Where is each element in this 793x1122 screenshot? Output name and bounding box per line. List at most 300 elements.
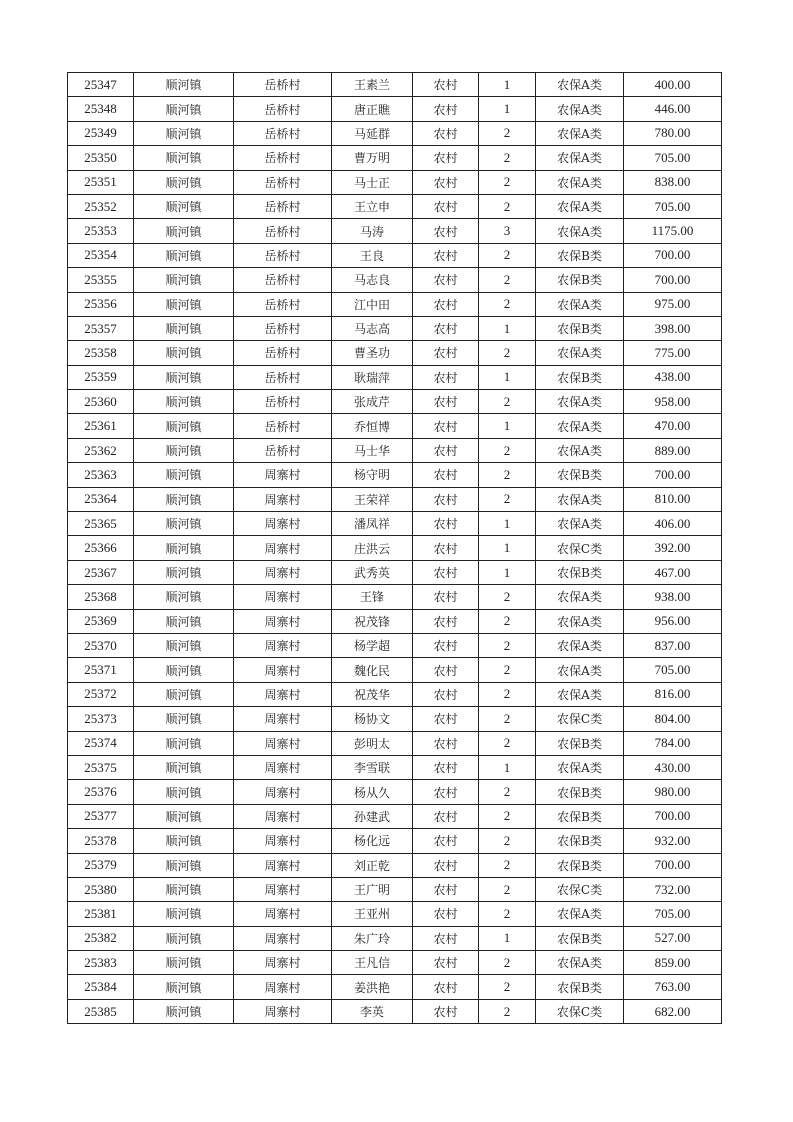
township-cell: 顺河镇 xyxy=(134,438,234,462)
village-cell: 岳桥村 xyxy=(234,365,332,389)
serial-number-cell: 25353 xyxy=(68,219,134,243)
serial-number-cell: 25361 xyxy=(68,414,134,438)
area-type-cell: 农村 xyxy=(413,609,479,633)
household-size-cell: 2 xyxy=(479,292,536,316)
township-cell: 顺河镇 xyxy=(134,341,234,365)
household-size-cell: 2 xyxy=(479,780,536,804)
household-size-cell: 1 xyxy=(479,73,536,97)
amount-cell: 938.00 xyxy=(624,585,722,609)
amount-cell: 682.00 xyxy=(624,999,722,1023)
table-row xyxy=(68,243,722,267)
insurance-category-cell: 农保A类 xyxy=(536,341,624,365)
amount-cell: 705.00 xyxy=(624,658,722,682)
village-cell: 周寨村 xyxy=(234,463,332,487)
area-type-cell: 农村 xyxy=(413,658,479,682)
amount-cell: 980.00 xyxy=(624,780,722,804)
insurance-category-cell: 农保B类 xyxy=(536,926,624,950)
township-cell: 顺河镇 xyxy=(134,707,234,731)
insurance-category-cell: 农保B类 xyxy=(536,804,624,828)
serial-number-cell: 25381 xyxy=(68,902,134,926)
township-cell: 顺河镇 xyxy=(134,73,234,97)
area-type-cell: 农村 xyxy=(413,146,479,170)
area-type-cell: 农村 xyxy=(413,731,479,755)
serial-number-cell: 25349 xyxy=(68,121,134,145)
area-type-cell: 农村 xyxy=(413,487,479,511)
table-row xyxy=(68,365,722,389)
table-row xyxy=(68,926,722,950)
household-size-cell: 2 xyxy=(479,853,536,877)
village-cell: 周寨村 xyxy=(234,536,332,560)
township-cell: 顺河镇 xyxy=(134,829,234,853)
name-cell: 孙建武 xyxy=(332,804,413,828)
serial-number-cell: 25372 xyxy=(68,682,134,706)
village-cell: 周寨村 xyxy=(234,804,332,828)
amount-cell: 430.00 xyxy=(624,755,722,779)
area-type-cell: 农村 xyxy=(413,97,479,121)
area-type-cell: 农村 xyxy=(413,560,479,584)
serial-number-cell: 25368 xyxy=(68,585,134,609)
table-row xyxy=(68,609,722,633)
village-cell: 周寨村 xyxy=(234,731,332,755)
township-cell: 顺河镇 xyxy=(134,219,234,243)
area-type-cell: 农村 xyxy=(413,682,479,706)
village-cell: 周寨村 xyxy=(234,902,332,926)
table-row xyxy=(68,707,722,731)
amount-cell: 975.00 xyxy=(624,292,722,316)
village-cell: 周寨村 xyxy=(234,877,332,901)
table-row xyxy=(68,146,722,170)
amount-cell: 446.00 xyxy=(624,97,722,121)
name-cell: 李英 xyxy=(332,999,413,1023)
household-size-cell: 2 xyxy=(479,585,536,609)
amount-cell: 859.00 xyxy=(624,951,722,975)
serial-number-cell: 25382 xyxy=(68,926,134,950)
insurance-category-cell: 农保A类 xyxy=(536,755,624,779)
insurance-category-cell: 农保A类 xyxy=(536,682,624,706)
village-cell: 周寨村 xyxy=(234,926,332,950)
table-row xyxy=(68,658,722,682)
village-cell: 周寨村 xyxy=(234,999,332,1023)
household-size-cell: 2 xyxy=(479,877,536,901)
name-cell: 马涛 xyxy=(332,219,413,243)
name-cell: 李雪联 xyxy=(332,755,413,779)
amount-cell: 527.00 xyxy=(624,926,722,950)
table-row xyxy=(68,536,722,560)
amount-cell: 775.00 xyxy=(624,341,722,365)
township-cell: 顺河镇 xyxy=(134,512,234,536)
serial-number-cell: 25358 xyxy=(68,341,134,365)
area-type-cell: 农村 xyxy=(413,341,479,365)
insurance-category-cell: 农保A类 xyxy=(536,194,624,218)
insurance-category-cell: 农保B类 xyxy=(536,853,624,877)
township-cell: 顺河镇 xyxy=(134,877,234,901)
table-row xyxy=(68,73,722,97)
serial-number-cell: 25370 xyxy=(68,633,134,657)
serial-number-cell: 25384 xyxy=(68,975,134,999)
name-cell: 耿瑞萍 xyxy=(332,365,413,389)
household-size-cell: 2 xyxy=(479,609,536,633)
village-cell: 周寨村 xyxy=(234,560,332,584)
insurance-category-cell: 农保B类 xyxy=(536,560,624,584)
area-type-cell: 农村 xyxy=(413,268,479,292)
insurance-category-cell: 农保A类 xyxy=(536,633,624,657)
name-cell: 杨从久 xyxy=(332,780,413,804)
amount-cell: 470.00 xyxy=(624,414,722,438)
household-size-cell: 2 xyxy=(479,121,536,145)
insurance-category-cell: 农保B类 xyxy=(536,829,624,853)
insurance-category-cell: 农保B类 xyxy=(536,316,624,340)
township-cell: 顺河镇 xyxy=(134,560,234,584)
amount-cell: 700.00 xyxy=(624,853,722,877)
household-size-cell: 3 xyxy=(479,219,536,243)
serial-number-cell: 25364 xyxy=(68,487,134,511)
table-row xyxy=(68,999,722,1023)
amount-cell: 804.00 xyxy=(624,707,722,731)
household-size-cell: 2 xyxy=(479,438,536,462)
serial-number-cell: 25357 xyxy=(68,316,134,340)
serial-number-cell: 25355 xyxy=(68,268,134,292)
table-row xyxy=(68,975,722,999)
table-row xyxy=(68,682,722,706)
amount-cell: 398.00 xyxy=(624,316,722,340)
amount-cell: 705.00 xyxy=(624,194,722,218)
name-cell: 王荣祥 xyxy=(332,487,413,511)
area-type-cell: 农村 xyxy=(413,585,479,609)
insurance-category-cell: 农保B类 xyxy=(536,365,624,389)
township-cell: 顺河镇 xyxy=(134,316,234,340)
area-type-cell: 农村 xyxy=(413,633,479,657)
insurance-category-cell: 农保B类 xyxy=(536,780,624,804)
village-cell: 岳桥村 xyxy=(234,292,332,316)
village-cell: 岳桥村 xyxy=(234,73,332,97)
township-cell: 顺河镇 xyxy=(134,243,234,267)
village-cell: 岳桥村 xyxy=(234,219,332,243)
name-cell: 刘正乾 xyxy=(332,853,413,877)
insurance-category-cell: 农保A类 xyxy=(536,170,624,194)
amount-cell: 816.00 xyxy=(624,682,722,706)
insurance-category-cell: 农保C类 xyxy=(536,999,624,1023)
name-cell: 王广明 xyxy=(332,877,413,901)
household-size-cell: 2 xyxy=(479,804,536,828)
household-size-cell: 2 xyxy=(479,390,536,414)
table-row xyxy=(68,219,722,243)
name-cell: 张成芹 xyxy=(332,390,413,414)
village-cell: 周寨村 xyxy=(234,609,332,633)
name-cell: 杨协文 xyxy=(332,707,413,731)
table-row xyxy=(68,877,722,901)
name-cell: 杨学超 xyxy=(332,633,413,657)
name-cell: 曹圣功 xyxy=(332,341,413,365)
household-size-cell: 1 xyxy=(479,755,536,779)
name-cell: 祝茂华 xyxy=(332,682,413,706)
township-cell: 顺河镇 xyxy=(134,609,234,633)
amount-cell: 956.00 xyxy=(624,609,722,633)
name-cell: 彭明太 xyxy=(332,731,413,755)
area-type-cell: 农村 xyxy=(413,877,479,901)
table-row xyxy=(68,97,722,121)
household-size-cell: 2 xyxy=(479,341,536,365)
township-cell: 顺河镇 xyxy=(134,121,234,145)
amount-cell: 837.00 xyxy=(624,633,722,657)
township-cell: 顺河镇 xyxy=(134,902,234,926)
area-type-cell: 农村 xyxy=(413,390,479,414)
household-size-cell: 1 xyxy=(479,97,536,121)
table-row xyxy=(68,463,722,487)
area-type-cell: 农村 xyxy=(413,243,479,267)
township-cell: 顺河镇 xyxy=(134,780,234,804)
name-cell: 姜洪艳 xyxy=(332,975,413,999)
township-cell: 顺河镇 xyxy=(134,414,234,438)
household-size-cell: 2 xyxy=(479,268,536,292)
area-type-cell: 农村 xyxy=(413,902,479,926)
village-cell: 岳桥村 xyxy=(234,390,332,414)
household-size-cell: 1 xyxy=(479,365,536,389)
amount-cell: 705.00 xyxy=(624,902,722,926)
name-cell: 王凡信 xyxy=(332,951,413,975)
name-cell: 王素兰 xyxy=(332,73,413,97)
township-cell: 顺河镇 xyxy=(134,390,234,414)
name-cell: 乔恒博 xyxy=(332,414,413,438)
serial-number-cell: 25363 xyxy=(68,463,134,487)
township-cell: 顺河镇 xyxy=(134,999,234,1023)
insurance-category-cell: 农保B类 xyxy=(536,731,624,755)
name-cell: 潘凤祥 xyxy=(332,512,413,536)
household-size-cell: 1 xyxy=(479,414,536,438)
area-type-cell: 农村 xyxy=(413,536,479,560)
village-cell: 周寨村 xyxy=(234,951,332,975)
table-row xyxy=(68,316,722,340)
village-cell: 周寨村 xyxy=(234,755,332,779)
insurance-category-cell: 农保A类 xyxy=(536,487,624,511)
amount-cell: 700.00 xyxy=(624,804,722,828)
serial-number-cell: 25350 xyxy=(68,146,134,170)
township-cell: 顺河镇 xyxy=(134,853,234,877)
amount-cell: 958.00 xyxy=(624,390,722,414)
table-row xyxy=(68,121,722,145)
household-size-cell: 2 xyxy=(479,658,536,682)
household-size-cell: 2 xyxy=(479,682,536,706)
serial-number-cell: 25376 xyxy=(68,780,134,804)
village-cell: 周寨村 xyxy=(234,585,332,609)
township-cell: 顺河镇 xyxy=(134,804,234,828)
table-row xyxy=(68,390,722,414)
serial-number-cell: 25367 xyxy=(68,560,134,584)
area-type-cell: 农村 xyxy=(413,755,479,779)
name-cell: 马士正 xyxy=(332,170,413,194)
household-size-cell: 2 xyxy=(479,463,536,487)
township-cell: 顺河镇 xyxy=(134,268,234,292)
table-row xyxy=(68,512,722,536)
household-size-cell: 2 xyxy=(479,707,536,731)
serial-number-cell: 25362 xyxy=(68,438,134,462)
table-row xyxy=(68,780,722,804)
insurance-category-cell: 农保C类 xyxy=(536,707,624,731)
village-cell: 岳桥村 xyxy=(234,438,332,462)
name-cell: 杨化远 xyxy=(332,829,413,853)
area-type-cell: 农村 xyxy=(413,170,479,194)
serial-number-cell: 25374 xyxy=(68,731,134,755)
amount-cell: 763.00 xyxy=(624,975,722,999)
area-type-cell: 农村 xyxy=(413,780,479,804)
name-cell: 武秀英 xyxy=(332,560,413,584)
village-cell: 岳桥村 xyxy=(234,194,332,218)
village-cell: 周寨村 xyxy=(234,512,332,536)
area-type-cell: 农村 xyxy=(413,999,479,1023)
township-cell: 顺河镇 xyxy=(134,585,234,609)
table-row xyxy=(68,292,722,316)
amount-cell: 438.00 xyxy=(624,365,722,389)
table-row xyxy=(68,829,722,853)
insurance-category-cell: 农保A类 xyxy=(536,512,624,536)
township-cell: 顺河镇 xyxy=(134,146,234,170)
household-size-cell: 1 xyxy=(479,536,536,560)
area-type-cell: 农村 xyxy=(413,292,479,316)
township-cell: 顺河镇 xyxy=(134,194,234,218)
table-row xyxy=(68,414,722,438)
amount-cell: 784.00 xyxy=(624,731,722,755)
serial-number-cell: 25369 xyxy=(68,609,134,633)
insurance-category-cell: 农保C类 xyxy=(536,536,624,560)
village-cell: 周寨村 xyxy=(234,780,332,804)
table-body xyxy=(68,73,722,1024)
table-row xyxy=(68,951,722,975)
township-cell: 顺河镇 xyxy=(134,633,234,657)
serial-number-cell: 25356 xyxy=(68,292,134,316)
village-cell: 岳桥村 xyxy=(234,121,332,145)
household-size-cell: 2 xyxy=(479,951,536,975)
table-row xyxy=(68,268,722,292)
household-size-cell: 2 xyxy=(479,975,536,999)
name-cell: 马志高 xyxy=(332,316,413,340)
township-cell: 顺河镇 xyxy=(134,365,234,389)
township-cell: 顺河镇 xyxy=(134,292,234,316)
village-cell: 周寨村 xyxy=(234,658,332,682)
insurance-category-cell: 农保A类 xyxy=(536,414,624,438)
serial-number-cell: 25366 xyxy=(68,536,134,560)
insurance-category-cell: 农保A类 xyxy=(536,438,624,462)
table-row xyxy=(68,341,722,365)
amount-cell: 392.00 xyxy=(624,536,722,560)
area-type-cell: 农村 xyxy=(413,194,479,218)
serial-number-cell: 25365 xyxy=(68,512,134,536)
serial-number-cell: 25375 xyxy=(68,755,134,779)
household-size-cell: 1 xyxy=(479,512,536,536)
serial-number-cell: 25360 xyxy=(68,390,134,414)
name-cell: 曹万明 xyxy=(332,146,413,170)
insurance-category-cell: 农保A类 xyxy=(536,609,624,633)
area-type-cell: 农村 xyxy=(413,73,479,97)
amount-cell: 932.00 xyxy=(624,829,722,853)
village-cell: 周寨村 xyxy=(234,633,332,657)
amount-cell: 705.00 xyxy=(624,146,722,170)
insurance-category-cell: 农保A类 xyxy=(536,73,624,97)
village-cell: 岳桥村 xyxy=(234,268,332,292)
household-size-cell: 2 xyxy=(479,999,536,1023)
village-cell: 周寨村 xyxy=(234,682,332,706)
village-cell: 周寨村 xyxy=(234,829,332,853)
area-type-cell: 农村 xyxy=(413,926,479,950)
table-row xyxy=(68,487,722,511)
household-size-cell: 2 xyxy=(479,170,536,194)
village-cell: 岳桥村 xyxy=(234,243,332,267)
amount-cell: 1175.00 xyxy=(624,219,722,243)
name-cell: 祝茂锋 xyxy=(332,609,413,633)
area-type-cell: 农村 xyxy=(413,951,479,975)
insurance-category-cell: 农保A类 xyxy=(536,146,624,170)
insurance-category-cell: 农保A类 xyxy=(536,97,624,121)
beneficiary-table xyxy=(67,72,722,1024)
insurance-category-cell: 农保B类 xyxy=(536,268,624,292)
insurance-category-cell: 农保A类 xyxy=(536,292,624,316)
serial-number-cell: 25377 xyxy=(68,804,134,828)
insurance-category-cell: 农保B类 xyxy=(536,975,624,999)
township-cell: 顺河镇 xyxy=(134,487,234,511)
area-type-cell: 农村 xyxy=(413,121,479,145)
insurance-category-cell: 农保A类 xyxy=(536,121,624,145)
amount-cell: 780.00 xyxy=(624,121,722,145)
serial-number-cell: 25373 xyxy=(68,707,134,731)
table-row xyxy=(68,804,722,828)
name-cell: 庄洪云 xyxy=(332,536,413,560)
insurance-category-cell: 农保C类 xyxy=(536,877,624,901)
township-cell: 顺河镇 xyxy=(134,658,234,682)
name-cell: 马士华 xyxy=(332,438,413,462)
township-cell: 顺河镇 xyxy=(134,926,234,950)
insurance-category-cell: 农保A类 xyxy=(536,902,624,926)
name-cell: 王良 xyxy=(332,243,413,267)
household-size-cell: 2 xyxy=(479,902,536,926)
township-cell: 顺河镇 xyxy=(134,975,234,999)
amount-cell: 889.00 xyxy=(624,438,722,462)
name-cell: 江中田 xyxy=(332,292,413,316)
village-cell: 岳桥村 xyxy=(234,146,332,170)
area-type-cell: 农村 xyxy=(413,219,479,243)
name-cell: 魏化民 xyxy=(332,658,413,682)
amount-cell: 700.00 xyxy=(624,463,722,487)
township-cell: 顺河镇 xyxy=(134,97,234,121)
insurance-category-cell: 农保A类 xyxy=(536,585,624,609)
serial-number-cell: 25379 xyxy=(68,853,134,877)
name-cell: 马延群 xyxy=(332,121,413,145)
area-type-cell: 农村 xyxy=(413,463,479,487)
household-size-cell: 1 xyxy=(479,316,536,340)
household-size-cell: 2 xyxy=(479,243,536,267)
insurance-category-cell: 农保B类 xyxy=(536,243,624,267)
village-cell: 岳桥村 xyxy=(234,341,332,365)
area-type-cell: 农村 xyxy=(413,512,479,536)
serial-number-cell: 25380 xyxy=(68,877,134,901)
village-cell: 周寨村 xyxy=(234,853,332,877)
area-type-cell: 农村 xyxy=(413,316,479,340)
household-size-cell: 2 xyxy=(479,731,536,755)
household-size-cell: 2 xyxy=(479,633,536,657)
insurance-category-cell: 农保A类 xyxy=(536,658,624,682)
township-cell: 顺河镇 xyxy=(134,951,234,975)
serial-number-cell: 25351 xyxy=(68,170,134,194)
table-row xyxy=(68,731,722,755)
insurance-category-cell: 农保A类 xyxy=(536,951,624,975)
serial-number-cell: 25383 xyxy=(68,951,134,975)
village-cell: 岳桥村 xyxy=(234,414,332,438)
table-row xyxy=(68,585,722,609)
name-cell: 杨守明 xyxy=(332,463,413,487)
amount-cell: 406.00 xyxy=(624,512,722,536)
amount-cell: 700.00 xyxy=(624,243,722,267)
serial-number-cell: 25385 xyxy=(68,999,134,1023)
name-cell: 马志良 xyxy=(332,268,413,292)
township-cell: 顺河镇 xyxy=(134,463,234,487)
township-cell: 顺河镇 xyxy=(134,755,234,779)
